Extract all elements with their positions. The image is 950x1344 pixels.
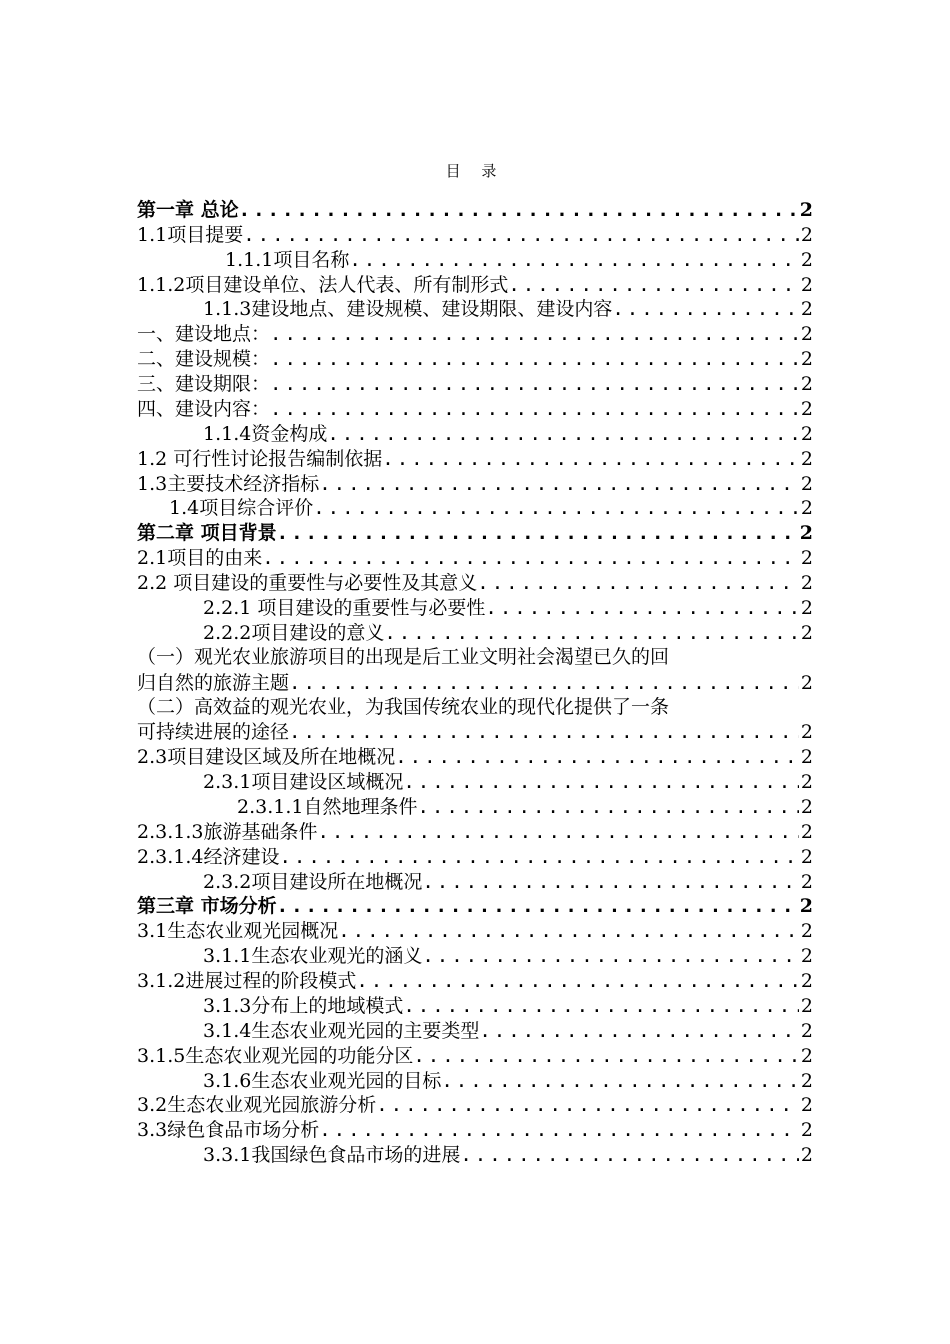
toc-entry-label: 3.1.6生态农业观光园的目标 xyxy=(203,1069,442,1092)
toc-entry[interactable] xyxy=(137,321,813,346)
toc-page-number: 2 xyxy=(800,721,813,744)
toc-entry-label: 第二章 项目背景 xyxy=(137,522,277,545)
toc-page-number: 2 xyxy=(800,845,813,868)
toc-entry[interactable] xyxy=(137,595,813,620)
toc-entry[interactable] xyxy=(137,769,813,794)
toc-leader-dots xyxy=(262,546,799,570)
toc-page-number: 2 xyxy=(800,497,813,520)
toc-page-number: 2 xyxy=(799,522,813,545)
toc-entry-label: 第一章 总论 xyxy=(137,198,239,221)
toc-entry-label: 三、建设期限： xyxy=(137,373,271,395)
toc-leader-dots xyxy=(395,745,799,769)
toc-entry-label: 1.1.4资金构成 xyxy=(203,422,328,445)
toc-entry-label: 归自然的旅游主题 xyxy=(137,671,290,694)
toc-entry[interactable] xyxy=(137,744,813,769)
toc-entry-label: 3.1.3分布上的地域模式 xyxy=(203,994,404,1017)
toc-entry[interactable] xyxy=(137,943,813,968)
toc-entry-label: 3.1.5生态农业观光园的功能分区 xyxy=(137,1044,414,1067)
toc-entry[interactable] xyxy=(137,894,813,919)
toc-leader-dots xyxy=(277,521,798,545)
toc-entry-label: 1.1.1项目名称 xyxy=(225,248,350,271)
toc-entry-label: 2.3.1项目建设区域概况 xyxy=(203,771,404,793)
toc-entry[interactable] xyxy=(137,719,813,744)
toc-entry[interactable] xyxy=(137,670,813,695)
toc-entry-label: 2.1项目的由来 xyxy=(137,547,263,570)
toc-entry[interactable] xyxy=(137,1043,813,1068)
toc-entry-label: 1.3主要技术经济指标 xyxy=(137,472,320,495)
toc-page-number: 2 xyxy=(800,746,813,769)
toc-entry-label: 1.1项目提要 xyxy=(137,223,244,246)
toc-leader-dots xyxy=(508,273,799,297)
toc-leader-dots xyxy=(270,347,799,371)
toc-page-number: 2 xyxy=(800,1069,813,1092)
toc-entry[interactable] xyxy=(137,247,813,272)
toc-leader-dots xyxy=(289,671,799,695)
toc-entry[interactable] xyxy=(137,1093,813,1118)
toc-entry[interactable] xyxy=(137,197,813,222)
toc-page-number: 2 xyxy=(800,397,813,420)
toc-leader-dots xyxy=(319,1118,799,1142)
toc-page-number: 2 xyxy=(800,572,813,594)
toc-leader-dots xyxy=(317,820,798,844)
toc-entry[interactable] xyxy=(137,570,813,595)
toc-page-number: 2 xyxy=(800,1019,813,1042)
toc-entry[interactable] xyxy=(137,1117,813,1142)
toc-entry[interactable] xyxy=(137,222,813,247)
toc-page-number: 2 xyxy=(800,373,813,395)
toc-entry[interactable] xyxy=(137,446,813,471)
toc-entry[interactable] xyxy=(137,968,813,993)
toc-entry[interactable] xyxy=(137,1068,813,1093)
toc-entry[interactable] xyxy=(137,844,813,869)
toc-entry-label: 3.3绿色食品市场分析 xyxy=(137,1119,320,1142)
toc-entry[interactable] xyxy=(137,496,813,521)
toc-page-number: 2 xyxy=(800,970,813,992)
toc-entry-label: 3.3.1我国绿色食品市场的进展 xyxy=(203,1144,461,1167)
toc-entry-label: 2.3.2项目建设所在地概况 xyxy=(203,870,423,893)
toc-entry[interactable] xyxy=(137,620,813,645)
toc-leader-dots xyxy=(422,944,799,968)
toc-leader-dots xyxy=(277,894,798,918)
table-of-contents xyxy=(137,197,813,1167)
toc-entry-first-line[interactable]: （二）高效益的观光农业，为我国传统农业的现代化提供了一条 xyxy=(137,695,670,718)
toc-entry-label: 3.1.1生态农业观光的涵义 xyxy=(203,945,423,968)
toc-entry[interactable] xyxy=(137,993,813,1018)
toc-entry-label: 2.3.1.3旅游基础条件 xyxy=(137,820,318,843)
toc-entry[interactable] xyxy=(137,471,813,496)
toc-entry[interactable] xyxy=(137,1018,813,1043)
toc-leader-dots xyxy=(384,621,799,645)
toc-page-number: 2 xyxy=(800,945,813,968)
toc-page-number: 2 xyxy=(799,198,813,221)
toc-leader-dots xyxy=(279,845,798,869)
toc-page-number: 2 xyxy=(800,771,813,793)
toc-leader-dots xyxy=(289,720,799,744)
toc-entry-label: 2.3.1.4经济建设 xyxy=(137,845,280,868)
toc-leader-dots xyxy=(270,322,799,346)
toc-entry-label: 1.1.3建设地点、建设规模、建设期限、建设内容 xyxy=(203,298,613,321)
toc-entry-first-line[interactable]: （一）观光农业旅游项目的出现是后工业文明社会渴望已久的回 xyxy=(137,645,670,668)
toc-page-number: 2 xyxy=(800,820,813,843)
toc-entry-label: 2.2 项目建设的重要性与必要性及其意义 xyxy=(137,572,478,594)
toc-entry-label: 3.1生态农业观光园概况 xyxy=(137,920,339,943)
toc-entry[interactable] xyxy=(137,918,813,943)
toc-leader-dots xyxy=(460,1143,799,1167)
toc-leader-dots xyxy=(612,297,799,321)
toc-leader-dots xyxy=(327,422,799,446)
toc-entry-label: 2.3.1.1自然地理条件 xyxy=(237,795,418,818)
toc-page-number: 2 xyxy=(800,323,813,346)
toc-entry[interactable] xyxy=(137,297,813,322)
toc-leader-dots xyxy=(485,596,799,620)
toc-leader-dots xyxy=(239,198,798,222)
toc-entry-label: 第三章 市场分析 xyxy=(137,895,277,918)
toc-entry[interactable] xyxy=(137,421,813,446)
toc-entry[interactable] xyxy=(137,545,813,570)
toc-entry[interactable] xyxy=(137,819,813,844)
toc-entry[interactable] xyxy=(137,1142,813,1167)
toc-leader-dots xyxy=(479,1019,799,1043)
toc-entry-label: 二、建设规模： xyxy=(137,348,271,371)
toc-page-number: 2 xyxy=(800,472,813,495)
toc-entry-label: 1.4项目综合评价 xyxy=(169,497,314,520)
toc-page-number: 2 xyxy=(800,596,813,619)
toc-leader-dots xyxy=(403,994,799,1018)
toc-entry-label: 2.3项目建设区域及所在地概况 xyxy=(137,746,396,769)
toc-leader-dots xyxy=(270,397,799,421)
toc-entry[interactable] xyxy=(137,371,813,396)
toc-entry[interactable] xyxy=(137,794,813,819)
toc-page-number: 2 xyxy=(799,895,813,918)
toc-page-number: 2 xyxy=(800,547,813,570)
toc-page-number: 2 xyxy=(800,870,813,893)
toc-page-number: 2 xyxy=(800,298,813,321)
toc-entry[interactable] xyxy=(137,520,813,545)
toc-entry[interactable] xyxy=(137,346,813,371)
toc-leader-dots xyxy=(382,447,799,471)
toc-entry-label: 3.1.2进展过程的阶段模式 xyxy=(137,970,357,992)
toc-leader-dots xyxy=(270,372,799,396)
toc-page-number: 2 xyxy=(800,248,813,271)
toc-page-number: 2 xyxy=(800,447,813,470)
page-title: 目 录 xyxy=(445,162,505,180)
toc-leader-dots xyxy=(422,870,799,894)
toc-entry-label: 可持续进展的途径 xyxy=(137,721,290,744)
toc-leader-dots xyxy=(441,1069,799,1093)
toc-page-number: 2 xyxy=(800,348,813,371)
toc-leader-dots xyxy=(243,223,799,247)
toc-leader-dots xyxy=(417,795,798,819)
toc-entry-label: 3.2生态农业观光园旅游分析 xyxy=(137,1094,377,1117)
toc-page-number: 2 xyxy=(800,1094,813,1117)
toc-entry-label: 3.1.4生态农业观光园的主要类型 xyxy=(203,1019,480,1042)
toc-page-number: 2 xyxy=(800,223,813,246)
toc-page-number: 2 xyxy=(800,1144,813,1167)
toc-entry-label: 一、建设地点： xyxy=(137,323,271,346)
toc-entry[interactable] xyxy=(137,869,813,894)
toc-entry-label: 1.2 可行性讨论报告编制依据 xyxy=(137,447,383,470)
toc-page-number: 2 xyxy=(800,994,813,1017)
toc-entry[interactable] xyxy=(137,396,813,421)
toc-page-number: 2 xyxy=(800,422,813,445)
toc-page-number: 2 xyxy=(800,671,813,694)
toc-leader-dots xyxy=(403,770,799,794)
toc-leader-dots xyxy=(338,919,799,943)
toc-leader-dots xyxy=(376,1093,799,1117)
toc-entry[interactable] xyxy=(137,272,813,297)
toc-leader-dots xyxy=(349,248,799,272)
toc-page-number: 2 xyxy=(800,273,813,296)
toc-entry-label: 四、建设内容： xyxy=(137,397,271,420)
toc-entry-label: 2.2.1 项目建设的重要性与必要性 xyxy=(203,596,486,619)
toc-entry-label: 2.2.2项目建设的意义 xyxy=(203,621,385,644)
toc-leader-dots xyxy=(319,472,799,496)
toc-entry-label: 1.1.2项目建设单位、法人代表、所有制形式 xyxy=(137,273,509,296)
toc-leader-dots xyxy=(413,1044,799,1068)
toc-leader-dots xyxy=(313,496,799,520)
toc-page-number: 2 xyxy=(800,920,813,943)
toc-page-number: 2 xyxy=(800,1119,813,1142)
toc-leader-dots xyxy=(356,969,799,993)
toc-page-number: 2 xyxy=(800,795,813,818)
toc-page-number: 2 xyxy=(800,1044,813,1067)
toc-leader-dots xyxy=(477,571,799,595)
toc-page-number: 2 xyxy=(800,621,813,644)
